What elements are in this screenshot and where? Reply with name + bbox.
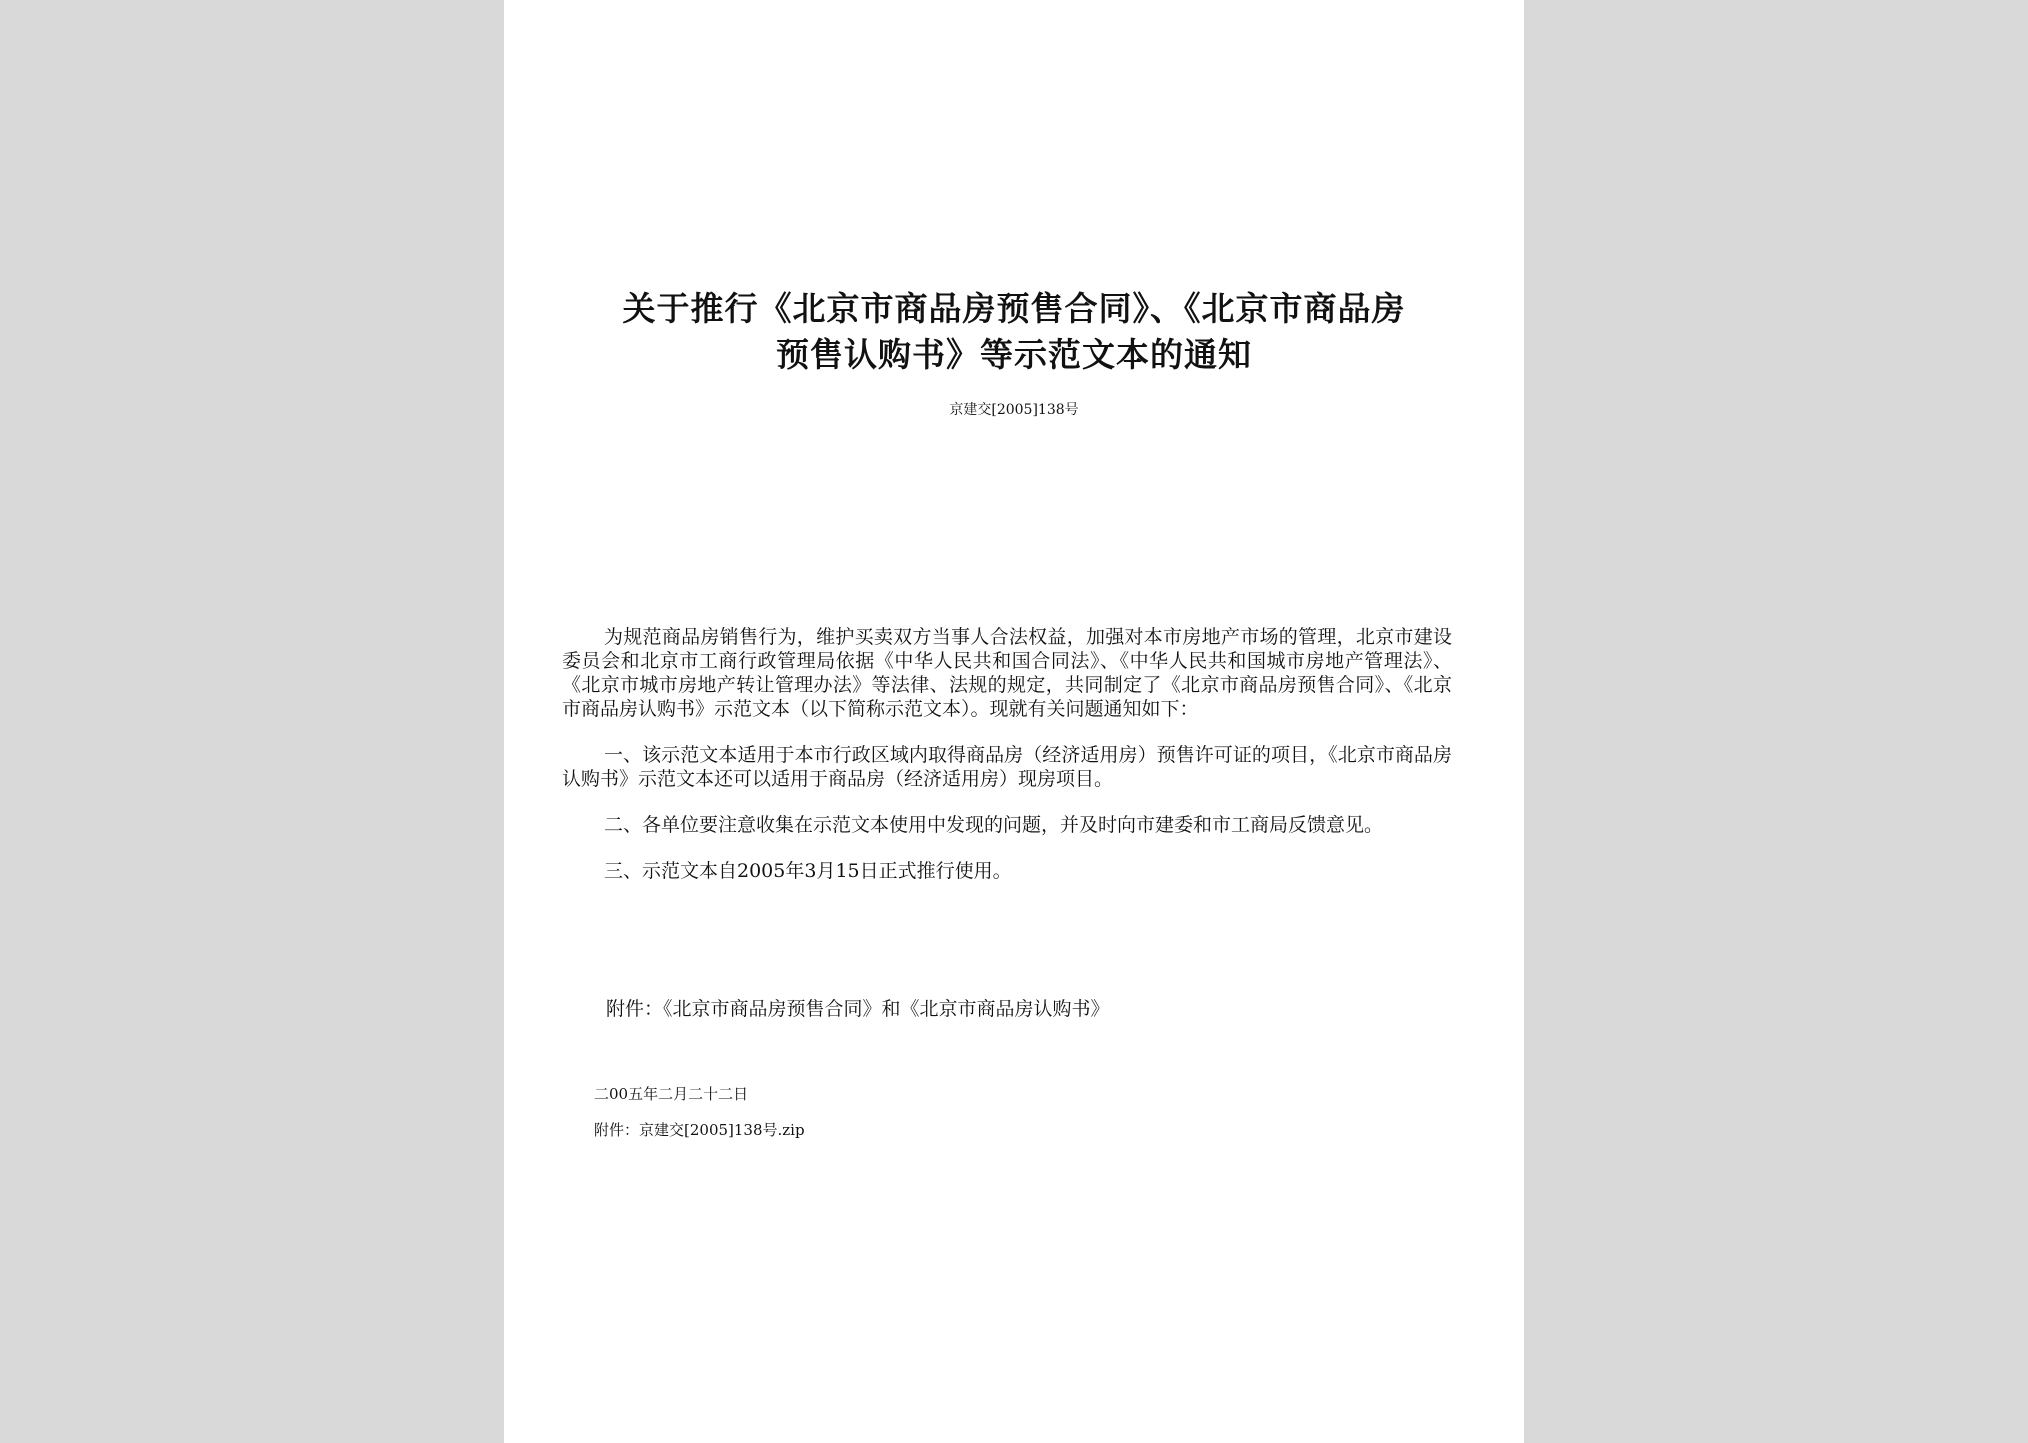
paragraph-intro: 为规范商品房销售行为，维护买卖双方当事人合法权益，加强对本市房地产市场的管理，北京市建设委员会和北京市工商行政管理局依据《中华人民共和国合同法》、《中华人民共和国城市房地产管理法》、《北京市城市房地产转让管理办法》等法律、法规的规定，共同制定了《北京市商品房预售合同》、《北京市商品房认购书》示范文本（以下简称示范文本）。现就有关问题通知如下： (562, 626, 1452, 720)
title-line-1: 关于推行《北京市商品房预售合同》、《北京市商品房 (622, 289, 1406, 328)
paragraph-item-3: 三、示范文本自2005年3月15日正式推行使用。 (604, 860, 1012, 882)
attachment-file-link[interactable]: 附件：京建交[2005]138号.zip (594, 1121, 805, 1139)
issue-date: 二00五年二月二十二日 (594, 1085, 749, 1103)
paragraph-item-2: 二、各单位要注意收集在示范文本使用中发现的问题，并及时向市建委和市工商局反馈意见。 (604, 814, 1384, 836)
document-body (562, 625, 1452, 905)
document-page (504, 0, 1524, 1443)
title-line-2: 预售认购书》等示范文本的通知 (776, 335, 1252, 374)
attachment-note: 附件：《北京市商品房预售合同》和《北京市商品房认购书》 (606, 998, 1110, 1020)
paragraph-item-1: 一、该示范文本适用于本市行政区域内取得商品房（经济适用房）预售许可证的项目，《北京市商品房认购书》示范文本还可以适用于商品房（经济适用房）现房项目。 (562, 744, 1452, 790)
document-title (504, 286, 1524, 378)
document-number: 京建交[2005]138号 (949, 402, 1079, 418)
